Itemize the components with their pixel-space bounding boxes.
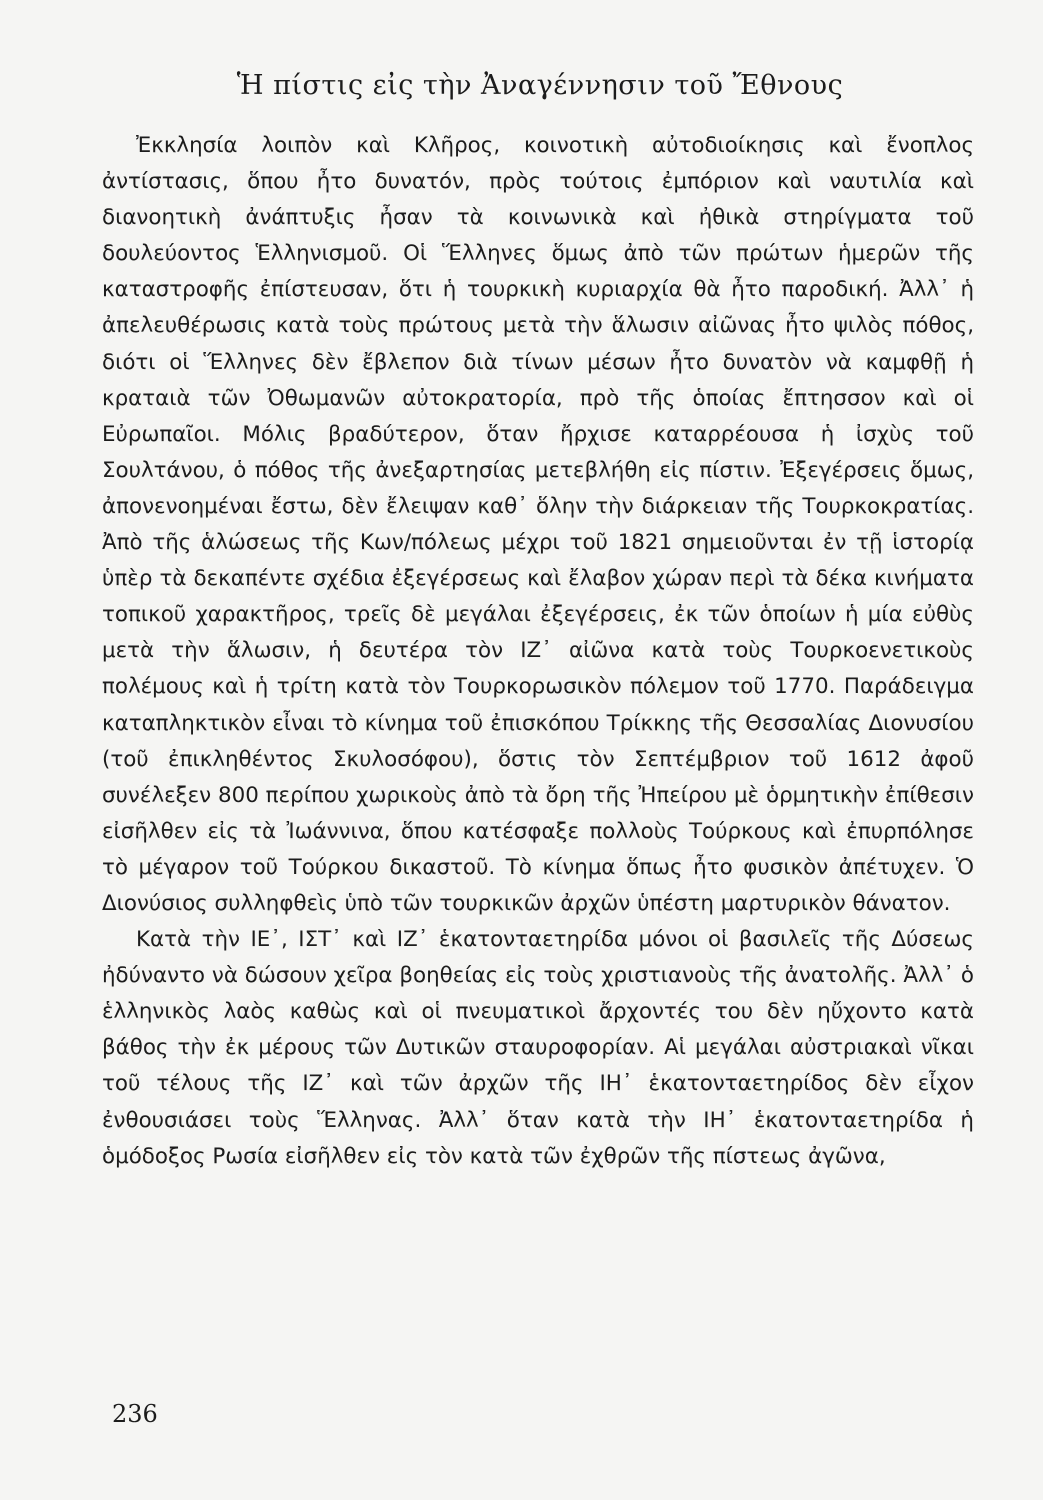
body-text (102, 128, 974, 1175)
paragraph-2: Κατὰ τὴν ΙΕ᾿, ΙΣΤ᾿ καὶ ΙΖ᾿ ἑκατονταετηρίδα μόνοι οἱ βασιλεῖς τῆς Δύσεως ἠδύναντο νὰ δώσουν χεῖρα βοηθείας εἰς τοὺς χριστιανοὺς τῆς ἀνατολῆς. Ἀλλ᾿ ὁ ἑλληνικὸς λαὸς καθὼς καὶ οἱ πνευματικοὶ ἄρχοντές του δὲν ηὔχοντο κατὰ βάθος τὴν ἐκ μέρους τῶν Δυτικῶν σταυροφορίαν. Αἱ μεγάλαι αὐστριακαὶ νῖκαι τοῦ τέλους τῆς ΙΖ᾿ καὶ τῶν ἀρχῶν τῆς ΙΗ᾿ ἑκατονταετηρίδος δὲν εἶχον ἐνθουσιάσει τοὺς Ἕλληνας. Ἀλλ᾿ ὅταν κατὰ τὴν ΙΗ᾿ ἑκατονταετηρίδα ἡ ὁμόδοξος Ρωσία εἰσῆλθεν εἰς τὸν κατὰ τῶν ἐχθρῶν τῆς πίστεως ἀγῶνα, (102, 927, 974, 1169)
running-head: Ἡ πίστις εἰς τὴν Ἀναγέννησιν τοῦ Ἔθνους (236, 70, 844, 101)
page-number: 236 (112, 1400, 158, 1428)
paragraph-1: Ἐκκλησία λοιπὸν καὶ Κλῆρος, κοινοτικὴ αὐτοδιοίκησις καὶ ἔνοπλος ἀντίστασις, ὅπου ἦτο δυνατόν, πρὸς τούτοις ἐμπόριον καὶ ναυτιλία καὶ διανοητικὴ ἀνάπτυξις ἦσαν τὰ κοινωνικὰ καὶ ἠθικὰ στηρίγματα τοῦ δουλεύοντος Ἑλληνισμοῦ. Οἱ Ἕλληνες ὅμως ἀπὸ τῶν πρώτων ἡμερῶν τῆς καταστροφῆς ἐπίστευσαν, ὅτι ἡ τουρκικὴ κυριαρχία θὰ ἦτο παροδική. Ἀλλ᾿ ἡ ἀπελευθέρωσις κατὰ τοὺς πρώτους μετὰ τὴν ἅλωσιν αἰῶνας ἦτο ψιλὸς πόθος, διότι οἱ Ἕλληνες δὲν ἔβλεπον διὰ τίνων μέσων ἦτο δυνατὸν νὰ καμφθῇ ἡ κραταιὰ τῶν Ὀθωμανῶν αὐτοκρατορία, πρὸ τῆς ὁποίας ἔπτησσον καὶ οἱ Εὐρωπαῖοι. Μόλις βραδύτερον, ὅταν ἤρχισε καταρρέουσα ἡ ἰσχὺς τοῦ Σουλτάνου, ὁ πόθος τῆς ἀνεξαρτησίας μετεβλήθη εἰς πίστιν. Ἐξεγέρσεις ὅμως, ἀπονενοημέναι ἔστω, δὲν ἔλειψαν καθ᾿ ὅλην τὴν διάρκειαν τῆς Τουρκοκρατίας. Ἀπὸ τῆς ἁλώσεως τῆς Κων/πόλεως μέχρι τοῦ 1821 σημειοῦνται ἐν τῇ ἱστορίᾳ ὑπὲρ τὰ δεκαπέντε σχέδια ἐξεγέρσεως καὶ ἔλαβον χώραν περὶ τὰ δέκα κινήματα τοπικοῦ χαρακτῆρος, τρεῖς δὲ μεγάλαι ἐξεγέρσεις, ἐκ τῶν ὁποίων ἡ μία εὐθὺς μετὰ τὴν ἅλωσιν, ἡ δευτέρα τὸν ΙΖ᾿ αἰῶνα κατὰ τοὺς Τουρκοενετικοὺς πολέμους καὶ ἡ τρίτη κατὰ τὸν Τουρκορωσικὸν πόλεμον τοῦ 1770. Παράδειγμα καταπληκτικὸν εἶναι τὸ κίνημα τοῦ ἐπισκόπου Τρίκκης τῆς Θεσσαλίας Διονυσίου (τοῦ ἐπικληθέντος Σκυλοσόφου), ὅστις τὸν Σεπτέμβριον τοῦ 1612 ἀφοῦ συνέλεξεν 800 περίπου χωρικοὺς ἀπὸ τὰ ὄρη τῆς Ἠπείρου μὲ ὁρμητικὴν ἐπίθεσιν εἰσῆλθεν εἰς τὰ Ἰωάννινα, ὅπου κατέσφαξε πολλοὺς Τούρκους καὶ ἐπυρπόλησε τὸ μέγαρον τοῦ Τούρκου δικαστοῦ. Τὸ κίνημα ὅπως ἦτο φυσικὸν ἀπέτυχεν. Ὁ Διονύσιος συλληφθεὶς ὑπὸ τῶν τουρκικῶν ἀρχῶν ὑπέστη μαρτυρικὸν θάνατον. (102, 133, 974, 916)
